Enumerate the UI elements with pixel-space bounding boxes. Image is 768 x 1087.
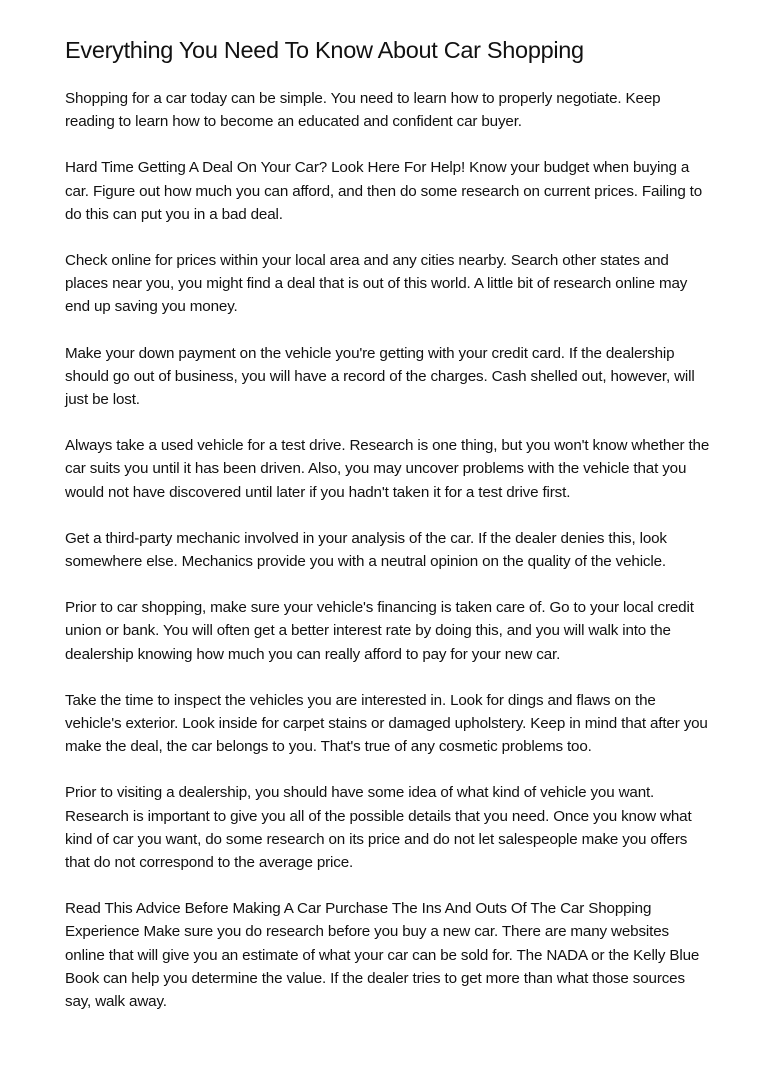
paragraph-10: Read This Advice Before Making A Car Purchase The Ins And Outs Of The Car Shopping Experience Make sure you do research before you buy a new car. There are many websites online that will give you an estimate of what your car can be sold for. The NADA or the Kelly Blue Book can help you determine the value. If the dealer tries to get more than what those sources say, walk away. <box>65 900 700 1011</box>
page-title: Everything You Need To Know About Car Shopping <box>65 37 584 63</box>
article-body <box>65 87 710 1013</box>
paragraph-4: Make your down payment on the vehicle you're getting with your credit card. If the dealership should go out of business, you will have a record of the charges. Cash shelled out, however, will just be lost. <box>65 344 695 409</box>
paragraph-6: Get a third-party mechanic involved in your analysis of the car. If the dealer denies this, look somewhere else. Mechanics provide you with a neutral opinion on the quality of the vehicle. <box>65 529 667 571</box>
paragraph-8: Take the time to inspect the vehicles you are interested in. Look for dings and flaws on the vehicle's exterior. Look inside for carpet stains or damaged upholstery. Keep in mind that after you make the deal, the car belongs to you. That's true of any cosmetic problems too. <box>65 691 708 756</box>
document-page <box>65 35 710 1036</box>
paragraph-2: Hard Time Getting A Deal On Your Car? Look Here For Help! Know your budget when buying a car. Figure out how much you can afford, and then do some research on current prices. Failing to do this can put you in a bad deal. <box>65 159 703 223</box>
paragraph-1: Shopping for a car today can be simple. You need to learn how to properly negotiate. Keep reading to learn how to become an educated and confident car buyer. <box>65 90 661 131</box>
paragraph-7: Prior to car shopping, make sure your vehicle's financing is taken care of. Go to your local credit union or bank. You will often get a better interest rate by doing this, and you will walk into the dealership knowing how much you can really afford to pay for your new car. <box>65 599 694 663</box>
paragraph-9: Prior to visiting a dealership, you should have some idea of what kind of vehicle you want. Research is important to give you all of the possible details that you need. Once you know what kind of car you want, do some research on its price and do not let salespeople make you offers that do not correspond to the average price. <box>65 784 692 872</box>
paragraph-5: Always take a used vehicle for a test drive. Research is one thing, but you won't know whether the car suits you until it has been driven. Also, you may uncover problems with the vehicle that you would not have discovered until later if you hadn't taken it for a test drive first. <box>65 437 710 501</box>
paragraph-3: Check online for prices within your local area and any cities nearby. Search other states and places near you, you might find a deal that is out of this world. A little bit of research online may end up saving you money. <box>65 252 688 316</box>
